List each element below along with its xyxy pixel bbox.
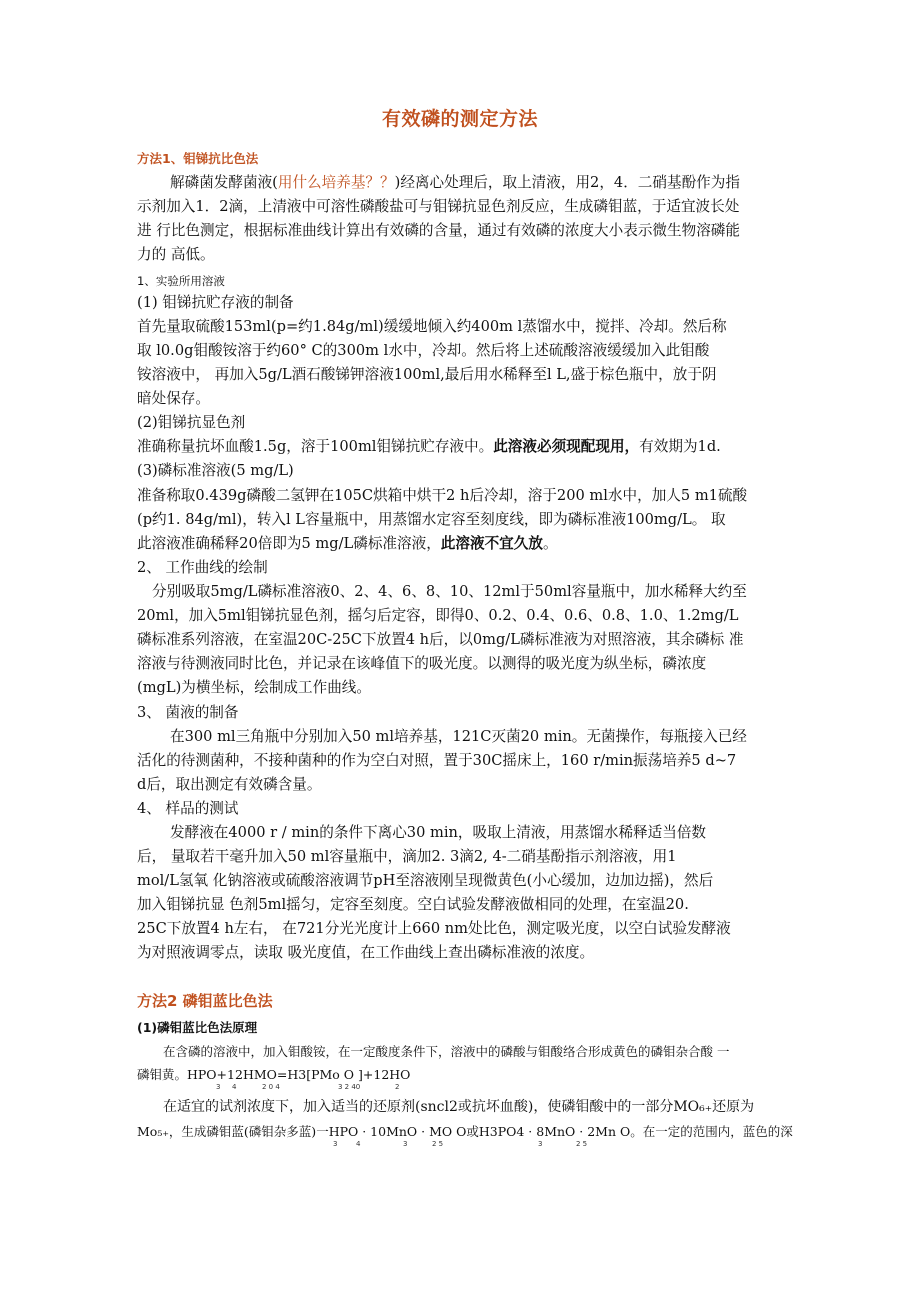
subscript: 2 5	[432, 1140, 444, 1148]
section4-line: 为对照液调零点，读取 吸光度值，在工作曲线上查出磷标准液的浓度。	[137, 944, 595, 961]
subscript: 4	[356, 1140, 361, 1148]
section4-title: 4、 样品的测试	[137, 800, 239, 817]
subscript: 4	[232, 1083, 237, 1091]
sub2-bold-note: 此溶液必须现配现用，	[493, 438, 640, 455]
sub1-line: 铵溶液中， 再加入5g/L酒石酸锑钾溶液100ml,最后用水稀释至l L,盛于棕色瓶中，放于阴	[137, 366, 717, 383]
intro-line-1	[170, 174, 740, 192]
sub3-bold-note: 此溶液不宜久放	[440, 535, 543, 552]
method1-heading: 方法1、钼锑抗比色法	[137, 151, 259, 166]
section2-line: (mgL)为横坐标，绘制成工作曲线。	[137, 679, 371, 696]
section3-line: d后，取出测定有效磷含量。	[137, 776, 322, 793]
section2-line: 溶液与待测液同时比色，并记录在该峰值下的吸光度。以测得的吸光度为纵坐标，磷浓度	[137, 655, 707, 672]
intro-highlight: 用什么培养基？？	[277, 174, 395, 191]
section2-line: 20ml，加入5ml钼锑抗显色剂，摇匀后定容，即得0、0.2、0.4、0.6、0.8、1.0、1.2mg/L	[137, 607, 739, 624]
subscript: 3 2 40	[338, 1083, 361, 1091]
sub3-title: (3)磷标准溶液(5 mg/L)	[137, 462, 294, 479]
sub1-line: 暗处保存。	[137, 390, 210, 407]
section2-line: 分别吸取5mg/L磷标准溶液0、2、4、6、8、10、12ml于50ml容量瓶中，加水稀释大约至	[152, 583, 747, 600]
sub1-line: 首先量取硫酸153ml(p=约1.84g/ml)缓缓地倾入约400m l蒸馏水中，搅拌、冷却。然后称	[137, 318, 727, 335]
section3-line: 活化的待测菌种，不接种菌种的作为空白对照，置于30C摇床上，160 r/min振荡培养5 d~7	[137, 752, 737, 769]
subscript: 3	[333, 1140, 338, 1148]
sub1-title: (1) 钼锑抗贮存液的制备	[137, 294, 294, 311]
intro-line-3: 进 行比色测定，根据标准曲线计算出有效磷的含量，通过有效磷的浓度大小表示微生物溶磷能	[137, 222, 740, 239]
section4-line: 加入钼锑抗显 色剂5ml摇匀，定容至刻度。空白试验发酵液做相同的处理，在室温20.	[137, 896, 689, 913]
sub2-line	[137, 438, 721, 456]
method2-para1-line: 在含磷的溶液中，加入钼酸铵，在一定酸度条件下，溶液中的磷酸与钼酸络合形成黄色的磷钼杂合酸 一	[163, 1044, 730, 1059]
section3-line: 在300 ml三角瓶中分别加入50 ml培养基，121C灭菌20 min。无菌操作，每瓶接入已经	[170, 728, 747, 745]
section2-title: 2、 工作曲线的绘制	[137, 559, 268, 576]
section4-line: 25C下放置4 h左右， 在721分光光度计上660 nm处比色，测定吸光度，以空白试验发酵液	[137, 920, 731, 937]
method2-sub1-title: (1)磷钼蓝比色法原理	[137, 1020, 258, 1035]
section4-line: mol/L氢氧 化钠溶液或硫酸溶液调节pH至溶液刚呈现微黄色(小心缓加，边加边摇)，然后	[137, 872, 714, 889]
sub3-line	[137, 535, 558, 553]
sub2-text: 准确称量抗坏血酸1.5g，溶于100ml钼锑抗贮存液中。	[137, 438, 494, 455]
subscript: 2 5	[576, 1140, 588, 1148]
sub3-line: (p约1. 84g/ml)，转入l L容量瓶中，用蒸馏水定容至刻度线，即为磷标准液100mg/L。 取	[137, 511, 726, 528]
intro-line-4: 力的 高低。	[137, 246, 215, 263]
intro-line-2: 示剂加入1．2滴，上清液中可溶性磷酸盐可与钼锑抗显色剂反应，生成磷钼蓝，于适宜波长处	[137, 198, 740, 215]
method2-para2-line: 在适宜的试剂浓度下，加入适当的还原剂(sncl2或抗坏血酸)，使磷钼酸中的一部分MO₆₊还原为	[163, 1099, 755, 1115]
sub1-line: 取 l0.0g钼酸铵溶于约60° C的300m l水中，冷却。然后将上述硫酸溶液缓缓加入此钼酸	[137, 342, 710, 359]
section3-title: 3、 菌液的制备	[137, 704, 239, 721]
page-title: 有效磷的测定方法	[381, 108, 538, 130]
subscript: 2 0 4	[262, 1083, 280, 1091]
section4-line: 发酵液在4000 r / min的条件下离心30 min，吸取上清液，用蒸馏水稀释适当倍数	[170, 824, 707, 841]
subscript: 3	[216, 1083, 221, 1091]
sub3-text: 。	[542, 535, 558, 552]
subscript: 3	[538, 1140, 543, 1148]
subscript: 2	[395, 1083, 400, 1091]
method2-para2-line: Mo₅₊，生成磷钼蓝(磷钼杂多蓝)一HPO · 10MnO · MO O或H3PO4 · 8MnO · 2Mn O。在一定的范围内，蓝色的深	[137, 1124, 793, 1139]
sub2-text: 有效期为1d.	[639, 438, 721, 455]
sub2-title: (2)钼锑抗显色剂	[137, 414, 246, 431]
section2-line: 磷标准系列溶液，在室温20C-25C下放置4 h后，以0mg/L磷标准液为对照溶液，其余磷标 准	[137, 631, 744, 648]
subscript: 3	[403, 1140, 408, 1148]
section4-line: 后， 量取若干毫升加入50 ml容量瓶中，滴加2. 3滴2, 4-二硝基酚指示剂溶液，用1	[137, 848, 677, 865]
method2-para1-line: 磷钼黄。HPO+12HMO=H3[PMo O ]+12HO	[137, 1067, 411, 1082]
method2-heading: 方法2 磷钼蓝比色法	[137, 992, 273, 1010]
section1-title: 1、实验所用溶液	[137, 274, 225, 288]
sub3-line: 准备称取0.439g磷酸二氢钾在105C烘箱中烘干2 h后冷却，溶于200 ml水中，加人5 m1硫酸	[137, 487, 748, 504]
intro-text: )经离心处理后，取上清液，用2，4．二硝基酚作为指	[394, 174, 740, 191]
sub3-text: 此溶液准确稀释20倍即为5 mg/L磷标准溶液，	[137, 535, 441, 552]
intro-text: 解磷菌发酵菌液(	[170, 174, 278, 191]
